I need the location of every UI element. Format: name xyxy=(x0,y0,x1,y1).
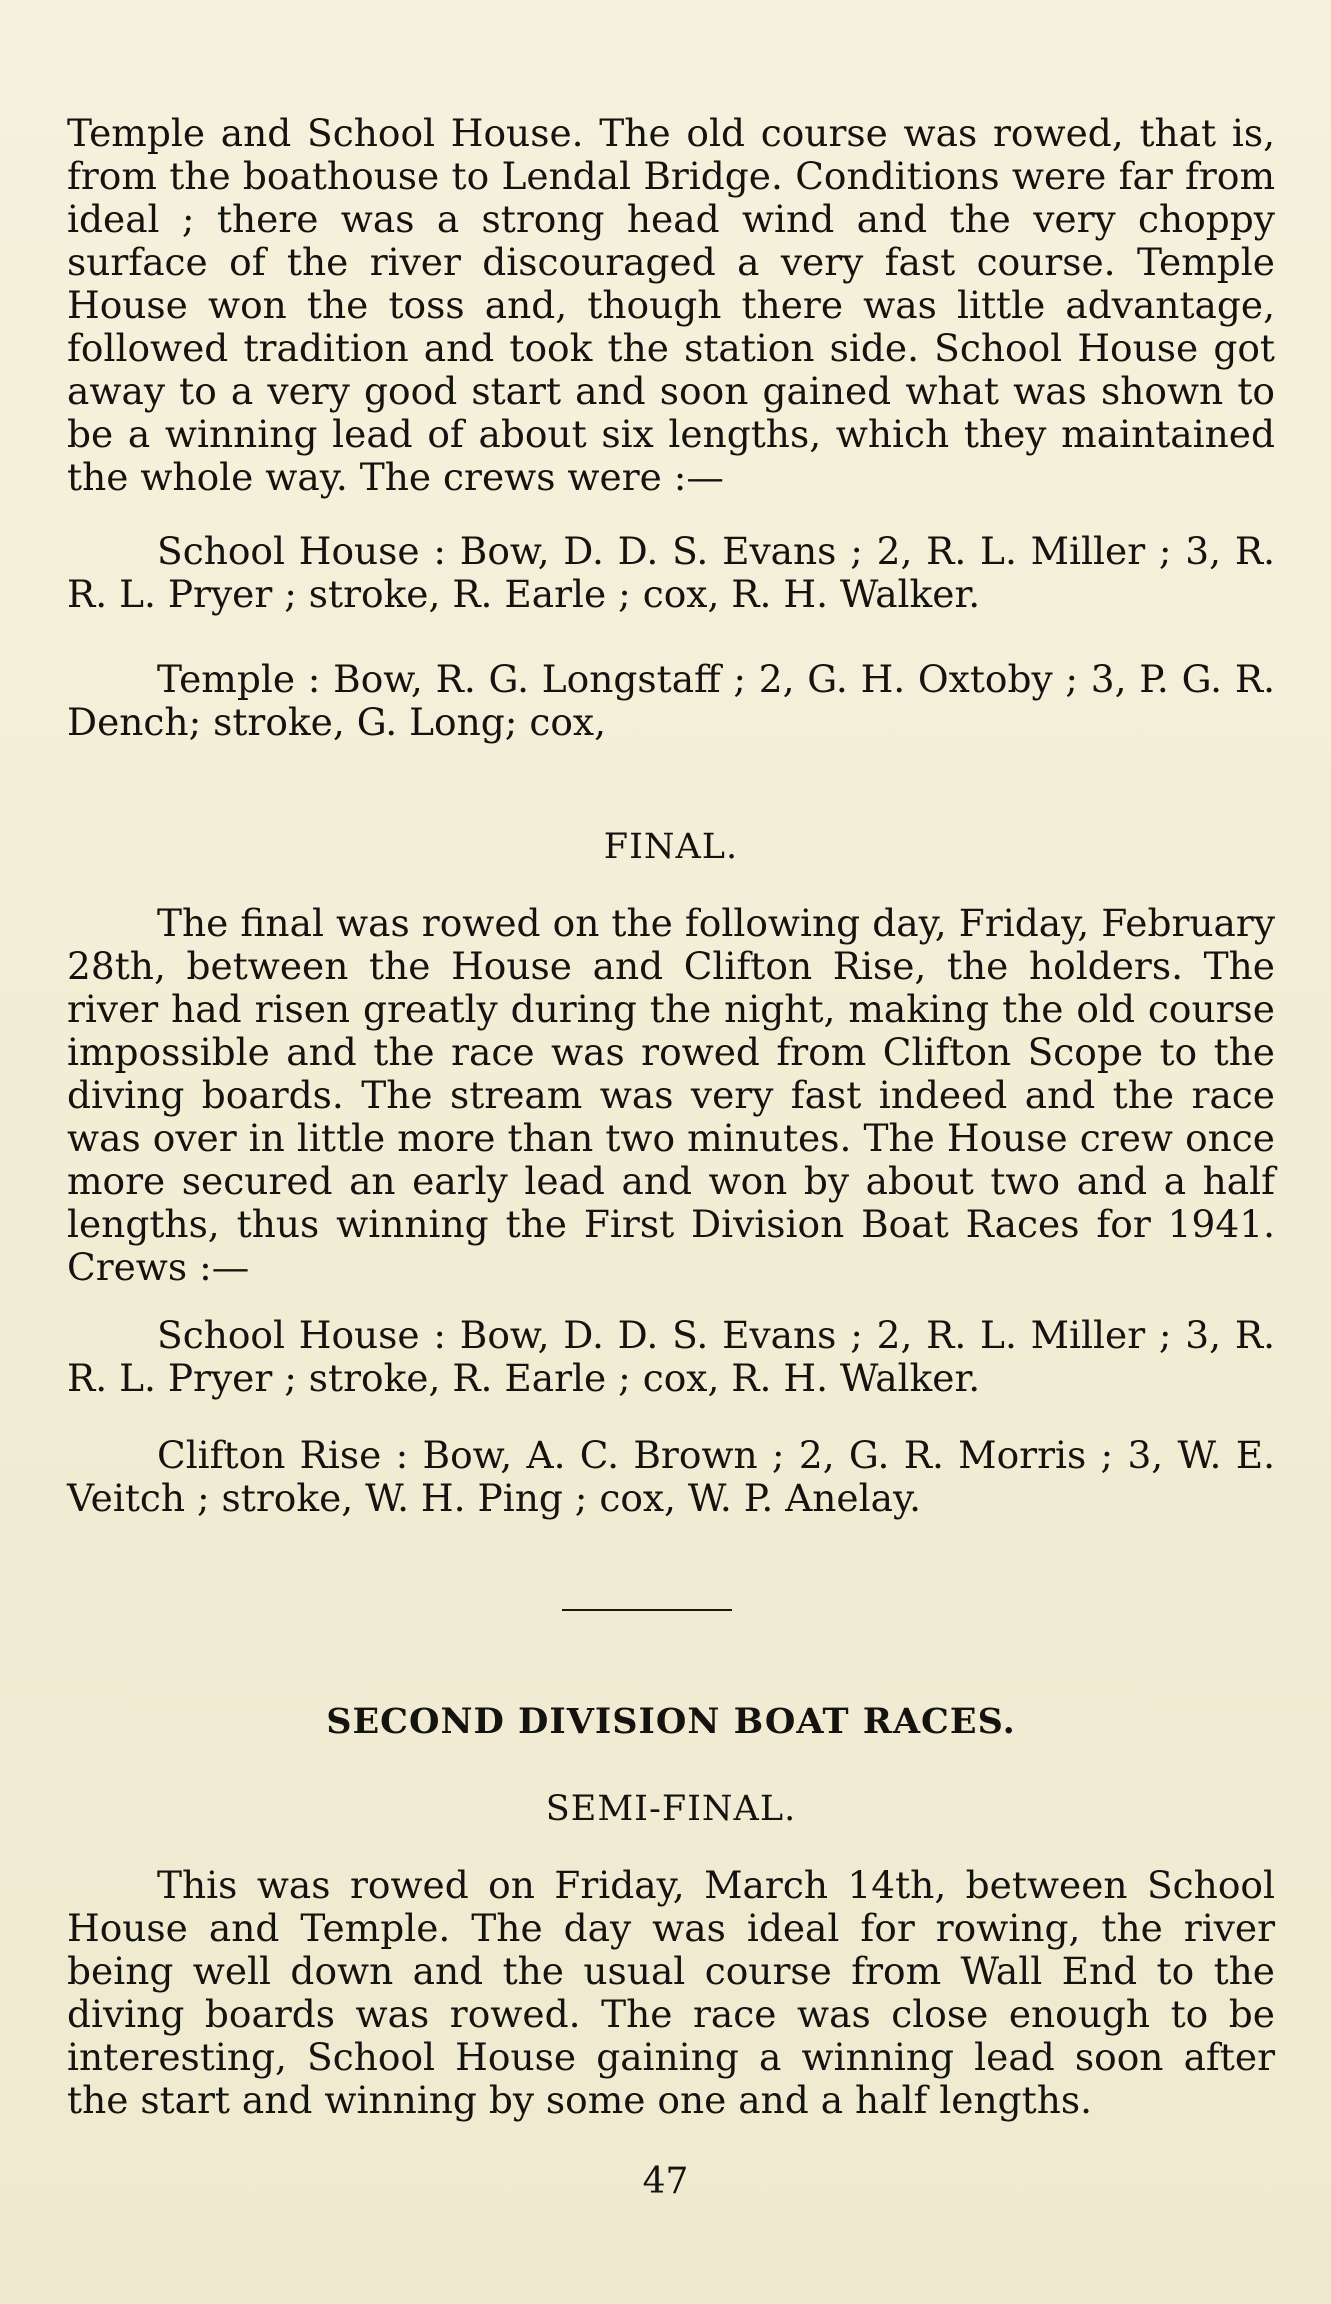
page-number: 47 xyxy=(642,2161,689,2202)
final-paragraph-block xyxy=(67,902,1275,1289)
opening-paragraph-block xyxy=(67,112,1275,499)
final-paragraph: The final was rowed on the following day, Friday, February 28th, between the House and Clifton Rise, the holders. The river had risen greatly during the night, making the old course impossible and the race was rowed from Clifton Scope to the diving boards. The stream was very fast indeed and the race was over in little more than two minutes. The House crew once more secured an early lead and won by about two and a half lengths, thus winning the First Division Boat Races for 1941. Crews :— xyxy=(67,901,1275,1289)
final-heading-block xyxy=(67,826,1275,869)
semi-final-heading: SEMI-FINAL. xyxy=(545,1789,797,1829)
second-division-heading-block xyxy=(67,1700,1275,1743)
temple-crew-block xyxy=(67,658,1275,744)
school-house-crew-block xyxy=(67,530,1275,616)
temple-crew-list: Temple : Bow, R. G. Longstaff ; 2, G. H. Oxtoby ; 3, P. G. R. Dench; stroke, G. Long; cox, xyxy=(67,657,1275,744)
semi-final-paragraph-block xyxy=(67,1864,1275,2122)
opening-paragraph: Temple and School House. The old course was rowed, that is, from the boathouse to Lendal Bridge. Conditions were far from ideal ; there was a strong head wind and the very choppy surface of the river discouraged a very fast course. Temple House won the toss and, though there was little advantage, followed tradition and took the station side. School House got away to a very good start and soon gained what was shown to be a winning lead of about six lengths, which they maintained the whole way. The crews were :— xyxy=(67,111,1275,499)
final-school-house-crew-list: School House : Bow, D. D. S. Evans ; 2, R. L. Miller ; 3, R. R. L. Pryer ; stroke, R. Earle ; cox, R. H. Walker. xyxy=(67,1313,1275,1400)
final-heading: FINAL. xyxy=(603,827,739,867)
semi-final-heading-block xyxy=(67,1788,1275,1831)
school-house-crew-list: School House : Bow, D. D. S. Evans ; 2, R. L. Miller ; 3, R. R. L. Pryer ; stroke, R. Earle ; cox, R. H. Walker. xyxy=(67,529,1275,616)
section-divider-rule xyxy=(562,1609,732,1611)
semi-final-paragraph: This was rowed on Friday, March 14th, between School House and Temple. The day was ideal for rowing, the river being well down and the usual course from Wall End to the diving boards was rowed. The race was close enough to be interesting, School House gaining a winning lead soon after the start and winning by some one and a half lengths. xyxy=(67,1863,1275,2122)
final-school-house-crew-block xyxy=(67,1314,1275,1400)
clifton-rise-crew-block xyxy=(67,1434,1275,1520)
second-division-heading: SECOND DIVISION BOAT RACES. xyxy=(326,1701,1016,1742)
clifton-rise-crew-list: Clifton Rise : Bow, A. C. Brown ; 2, G. R. Morris ; 3, W. E. Veitch ; stroke, W. H. Ping ; cox, W. P. Anelay. xyxy=(67,1433,1275,1520)
